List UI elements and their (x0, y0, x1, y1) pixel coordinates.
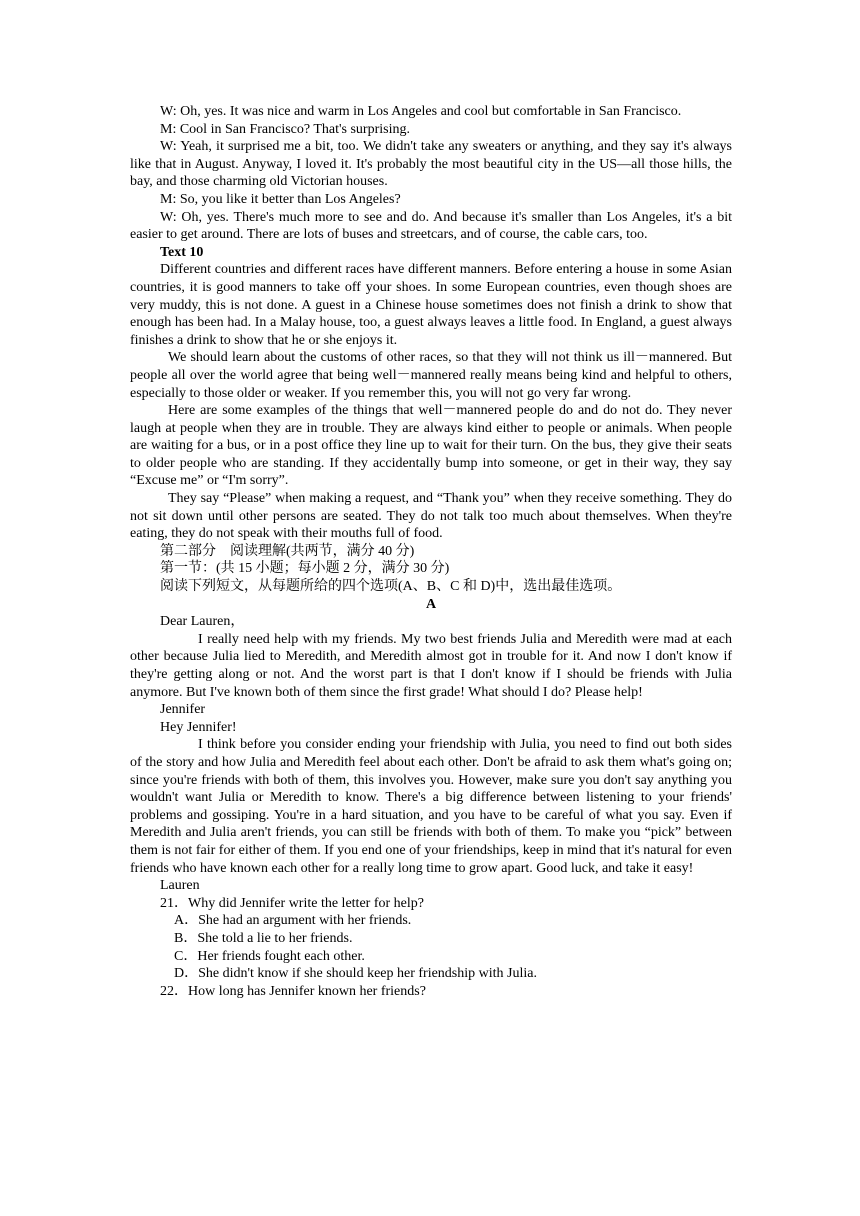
section1-title: 第一节：(共 15 小题；每小题 2 分，满分 30 分) (160, 561, 450, 577)
document-page (130, 103, 732, 1000)
text10-paragraph: We should learn about the customs of other races, so that they will not think us ill－mannered. But people all over the world agree that being well－mannered really means being kind and helpful to others, especially to those older or weaker. If you remember this, you will not go very far wrong. (130, 350, 732, 401)
passage-label: A (425, 596, 437, 612)
question-option: B．She told a lie to her friends. (174, 930, 353, 946)
signature: Jennifer (160, 702, 206, 718)
dialogue-line: W: Oh, yes. There's much more to see and do. And because it's smaller than Los Angeles, it's a bit easier to get around. There are lots of buses and streetcars, and of course, the cable cars, too. (130, 209, 732, 243)
question-stem: 22．How long has Jennifer known her friends? (160, 983, 426, 999)
instruction: 阅读下列短文，从每题所给的四个选项(A、B、C 和 D)中，选出最佳选项。 (160, 579, 622, 595)
question-option: D．She didn't know if she should keep her friendship with Julia. (174, 966, 537, 982)
text10-paragraph: They say “Please” when making a request, and “Thank you” when they receive something. They do not sit down until other persons are seated. They do not talk too much about themselves. When they're eating, they do not speak with their mouths full of food. (130, 491, 732, 542)
salutation: Dear Lauren， (160, 614, 245, 630)
question-option: C．Her friends fought each other. (174, 948, 365, 964)
signature: Lauren (160, 878, 200, 894)
text10-paragraph: Different countries and different races have different manners. Before entering a house in some Asian countries, it is good manners to take off your shoes. In some European countries, even though shoes are very muddy, this is not done. A guest in a Chinese house sometimes does not finish a drink to show that enough has been had. In a Malay house, too, a guest always leaves a little food. In England, a guest always finishes a drink to show that he or she enjoys it. (130, 262, 732, 348)
dialogue-line: M: Cool in San Francisco? That's surprising. (160, 121, 410, 137)
letter-body: I really need help with my friends. My two best friends Julia and Meredith were mad at each other because Julia lied to Meredith, and Meredith almost got in trouble for it. And now I don't know if they're getting along or not. And the worst part is that I don't know if I should be friends with Julia anymore. But I've known both of them since the first grade! What should I do? Please help! (130, 631, 732, 700)
question-stem: 21．Why did Jennifer write the letter for help? (160, 895, 424, 911)
question-option: A．She had an argument with her friends. (174, 913, 412, 929)
text10-heading: Text 10 (160, 244, 204, 260)
dialogue-line: M: So, you like it better than Los Angeles? (160, 191, 401, 207)
salutation: Hey Jennifer! (160, 719, 237, 735)
part2-title: 第二部分 阅读理解(共两节，满分 40 分) (160, 543, 415, 559)
dialogue-line: W: Oh, yes. It was nice and warm in Los Angeles and cool but comfortable in San Francisco. (160, 104, 682, 119)
dialogue-line: W: Yeah, it surprised me a bit, too. We didn't take any sweaters or anything, and they say it's always like that in August. Anyway, I loved it. It's probably the most beautiful city in the US—all those hills, the bay, and those charming old Victorian houses. (130, 139, 732, 190)
letter-body: I think before you consider ending your friendship with Julia, you need to find out both sides of the story and how Julia and Meredith feel about each other. Don't be afraid to ask them what's going on; since you're friends with both of them, this involves you. However, make sure you don't say anything you wouldn't want Julia or Meredith to know. There's a big difference between listening to your friends' problems and gossiping. You're in a hard situation, and you have to be careful of what you say. Even if Meredith and Julia aren't friends, you can still be friends with both of them. To make you “pick” between them is not fair for either of them. If you end one of your friendships, keep in mind that it's natural for even friends who have known each other for a really long time to grow apart. Good luck, and take it easy! (130, 737, 732, 876)
text10-paragraph: Here are some examples of the things that well－mannered people do and do not do. They never laugh at people when they are in trouble. They are always kind either to people or animals. When people are waiting for a bus, or in a post office they line up to wait for their turn. On the bus, they give their seats to older people who are standing. If they accidentally bump into someone, or get in their way, they say “Excuse me” or “I'm sorry”. (130, 403, 732, 489)
